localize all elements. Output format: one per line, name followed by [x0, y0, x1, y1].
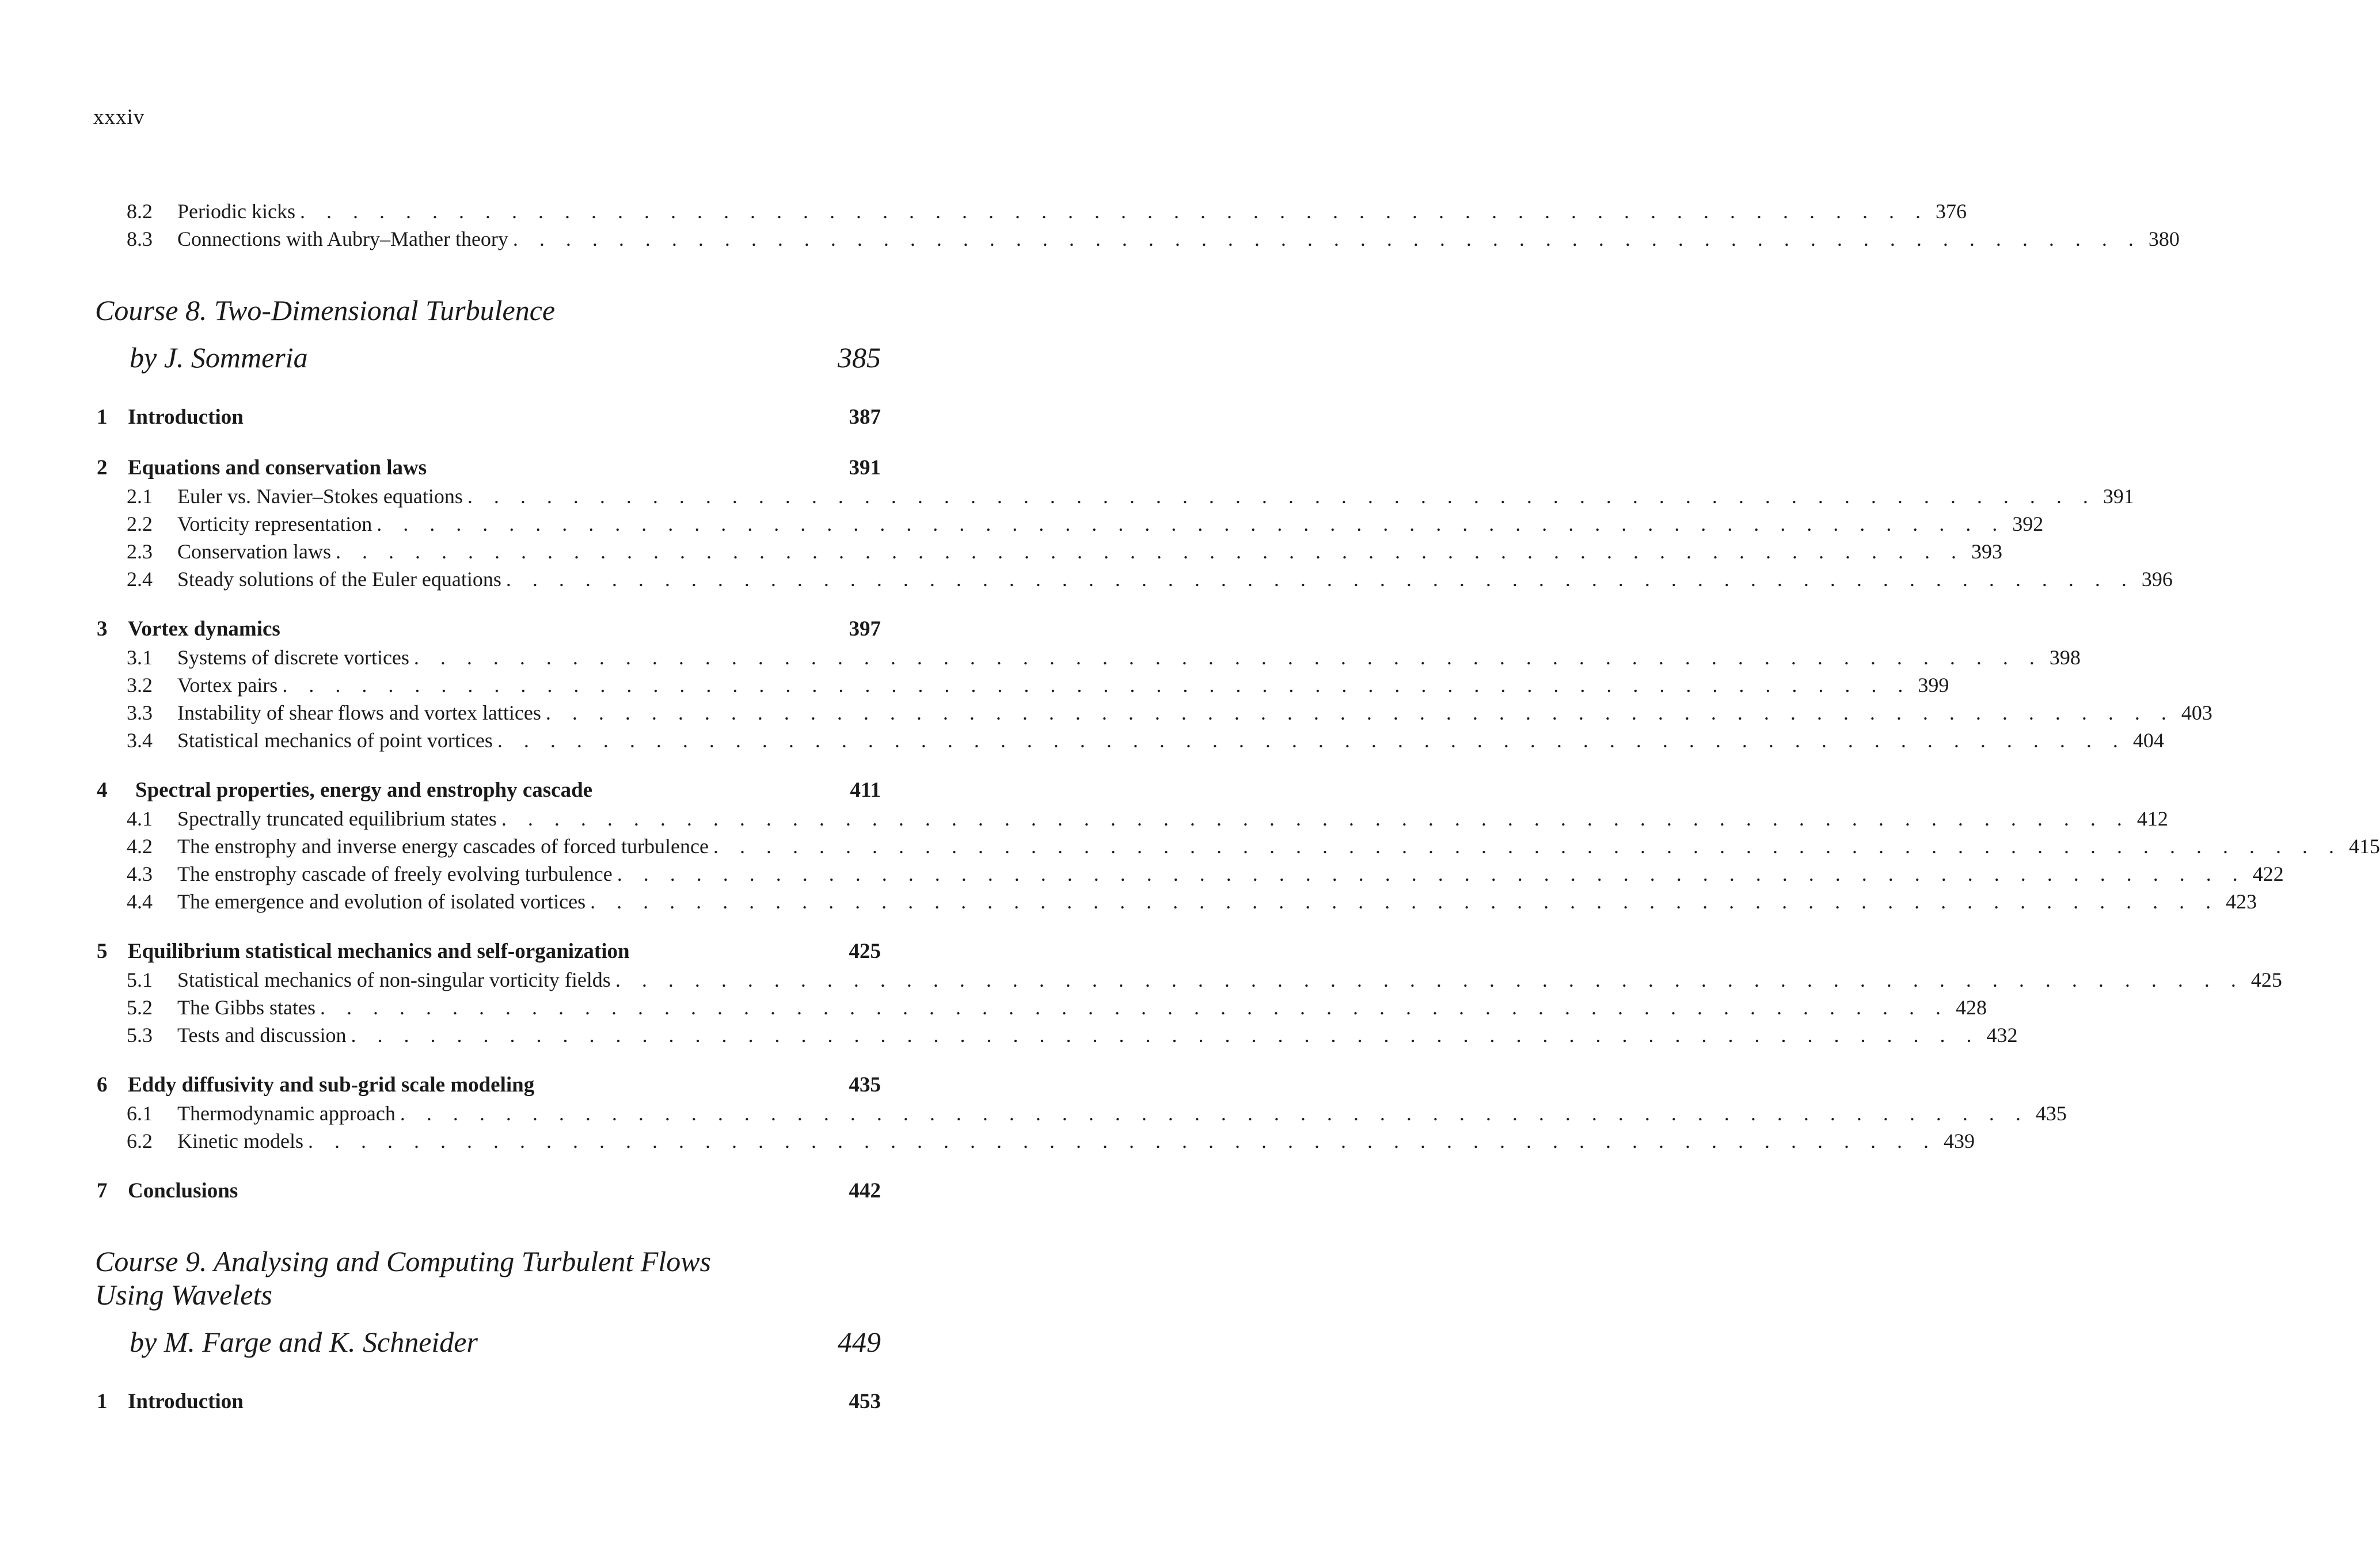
subentry-number: 5.1 — [127, 968, 153, 991]
subentry-page: 404 — [2132, 729, 2164, 752]
toc-section — [92, 403, 881, 432]
subentry-number: 3.4 — [127, 729, 153, 752]
toc-subentry — [127, 727, 2164, 754]
subentry-number: 3.1 — [127, 646, 153, 669]
dot-leader: . . . . . . . . . . . . . . . . . . . . . . . . . . . . . . . . . . . . . . . . . . . . . . . . . . . . . . . . . . . . . . — [617, 862, 2246, 885]
dot-leader: . . . . . . . . . . . . . . . . . . . . . . . . . . . . . . . . . . . . . . . . . . . . . . . . . . . . . . . . . . . . . . — [501, 807, 2130, 830]
dot-leader: . . . . . . . . . . . . . . . . . . . . . . . . . . . . . . . . . . . . . . . . . . . . . . . . . . . . . . . . . . . . . . — [377, 512, 2006, 535]
section-page: 391 — [849, 456, 881, 480]
subentry-page: 435 — [2035, 1102, 2067, 1125]
section-number: 5 — [97, 940, 108, 963]
course9-toc — [92, 1387, 881, 1416]
toc-section-group — [92, 1071, 2067, 1177]
subentry-number: 3.3 — [127, 701, 153, 724]
toc-subentry — [127, 671, 1949, 699]
section-title: Equations and conservation laws — [128, 456, 427, 480]
subentry-page: 423 — [2226, 890, 2257, 913]
dot-leader: . . . . . . . . . . . . . . . . . . . . . . . . . . . . . . . . . . . . . . . . . . . . . . . . . . . . . . . . . . . . . . — [615, 968, 2244, 991]
toc-subentry — [127, 1127, 1975, 1155]
toc-section — [92, 1177, 881, 1205]
dot-leader: . . . . . . . . . . . . . . . . . . . . . . . . . . . . . . . . . . . . . . . . . . . . . . . . . . . . . . . . . . . . . . — [512, 227, 2142, 250]
toc-subentry — [127, 197, 1967, 225]
subentry-page: 398 — [2049, 646, 2081, 669]
subentry-title: Statistical mechanics of point vortices — [177, 729, 493, 752]
subentry-page: 396 — [2141, 568, 2173, 591]
subentry-number: 4.4 — [127, 890, 153, 913]
toc-subentry — [127, 225, 2180, 253]
dot-leader: . . . . . . . . . . . . . . . . . . . . . . . . . . . . . . . . . . . . . . . . . . . . . . . . . . . . . . . . . . . . . . — [413, 646, 2043, 669]
subentry-number: 2.4 — [127, 568, 153, 591]
subentry-title: Periodic kicks — [177, 200, 295, 223]
dot-leader: . . . . . . . . . . . . . . . . . . . . . . . . . . . . . . . . . . . . . . . . . . . . . . . . . . . . . . . . . . . . . . — [335, 540, 1964, 563]
subentry-number: 2.3 — [127, 540, 153, 563]
subentry-title: The emergence and evolution of isolated vortices — [177, 890, 586, 913]
section-page: 425 — [849, 940, 881, 963]
section-title: Eddy diffusivity and sub-grid scale modeling — [128, 1073, 535, 1097]
subentry-page: 391 — [2103, 485, 2134, 508]
subentry-page: 403 — [2181, 701, 2212, 724]
dot-leader: . . . . . . . . . . . . . . . . . . . . . . . . . . . . . . . . . . . . . . . . . . . . . . . . . . . . . . . . . . . . . . — [497, 729, 2126, 752]
subentry-number: 5.2 — [127, 996, 153, 1019]
toc-section-group — [92, 1177, 881, 1205]
subentry-page: 415 — [2348, 835, 2380, 858]
toc-section — [92, 454, 881, 482]
toc-subentry — [127, 994, 1987, 1021]
toc-section-group — [92, 403, 881, 454]
subentry-title: Spectrally truncated equilibrium states — [177, 807, 497, 830]
subentry-number: 4.3 — [127, 862, 153, 885]
toc-subentry — [127, 482, 2134, 510]
subentry-page: 425 — [2250, 968, 2282, 991]
section-page: 397 — [849, 617, 881, 641]
subentry-number: 8.2 — [127, 200, 153, 223]
subentry-title: Euler vs. Navier–Stokes equations — [177, 485, 463, 508]
toc-subentry — [127, 888, 2257, 915]
dot-leader: . . . . . . . . . . . . . . . . . . . . . . . . . . . . . . . . . . . . . . . . . . . . . . . . . . . . . . . . . . . . . . — [307, 1130, 1937, 1153]
dot-leader: . . . . . . . . . . . . . . . . . . . . . . . . . . . . . . . . . . . . . . . . . . . . . . . . . . . . . . . . . . . . . . — [713, 835, 2342, 858]
section-title: Spectral properties, energy and enstrophy cascade — [135, 778, 593, 802]
subentry-number: 6.2 — [127, 1130, 153, 1153]
section-page: 387 — [849, 405, 881, 429]
section-number: 4 — [97, 778, 108, 802]
toc-section — [92, 1387, 881, 1416]
subentry-number: 5.3 — [127, 1024, 153, 1047]
subentry-title: Systems of discrete vortices — [177, 646, 409, 669]
toc-subentry — [127, 860, 2284, 888]
subentry-page: 412 — [2136, 807, 2168, 830]
subentry-page: 432 — [1986, 1024, 2018, 1047]
subentry-number: 2.2 — [127, 512, 153, 535]
section-title: Introduction — [128, 405, 244, 429]
subentry-title: Instability of shear flows and vortex lattices — [177, 701, 541, 724]
section-title: Vortex dynamics — [128, 617, 280, 641]
dot-leader: . . . . . . . . . . . . . . . . . . . . . . . . . . . . . . . . . . . . . . . . . . . . . . . . . . . . . . . . . . . . . . — [351, 1024, 1980, 1047]
subentry-page: 393 — [1971, 540, 2002, 563]
subentry-title: Conservation laws — [177, 540, 331, 563]
subentry-title: The enstrophy and inverse energy cascades of forced turbulence — [177, 835, 709, 858]
section-page: 411 — [850, 778, 881, 802]
toc-subentry — [127, 565, 2173, 593]
course8-page: 385 — [838, 341, 881, 374]
dot-leader: . . . . . . . . . . . . . . . . . . . . . . . . . . . . . . . . . . . . . . . . . . . . . . . . . . . . . . . . . . . . . . — [320, 996, 1949, 1019]
toc-subentry — [127, 1021, 2018, 1049]
toc-section — [92, 776, 881, 805]
course9-title-line1: Course 9. Analysing and Computing Turbulent Flows — [95, 1245, 711, 1277]
section-page: 453 — [849, 1390, 881, 1413]
toc-section-group — [92, 937, 2282, 1071]
section-number: 1 — [97, 405, 108, 429]
subentry-title: Tests and discussion — [177, 1024, 347, 1047]
toc-subentry — [127, 510, 2044, 538]
subentry-page: 428 — [1955, 996, 1987, 1019]
section-number: 1 — [97, 1390, 108, 1413]
section-page: 435 — [849, 1073, 881, 1097]
subentry-title: The enstrophy cascade of freely evolving turbulence — [177, 862, 613, 885]
subentry-title: Kinetic models — [177, 1130, 303, 1153]
toc-subentry — [127, 805, 2168, 832]
subentry-title: The Gibbs states — [177, 996, 315, 1019]
page-number: xxxiv — [93, 105, 145, 129]
subentry-page: 376 — [1935, 200, 1967, 223]
subentry-title: Connections with Aubry–Mather theory — [177, 227, 508, 250]
subentry-number: 3.2 — [127, 674, 153, 697]
toc-subentry — [127, 644, 2081, 671]
section-title: Introduction — [128, 1390, 244, 1413]
subentry-title: Statistical mechanics of non-singular vorticity fields — [177, 968, 611, 991]
section-number: 7 — [97, 1179, 108, 1203]
course8-toc — [92, 403, 2380, 1205]
course8-author-line — [130, 341, 881, 374]
subentry-title: Thermodynamic approach — [177, 1102, 396, 1125]
toc-section — [92, 615, 881, 644]
course9-page: 449 — [838, 1326, 881, 1358]
subentry-page: 392 — [2012, 512, 2044, 535]
course8-title: Course 8. Two-Dimensional Turbulence — [95, 294, 556, 326]
toc-section-group — [92, 776, 2380, 937]
course8-author: by J. Sommeria — [130, 341, 308, 374]
subentry-number: 8.3 — [127, 227, 153, 250]
section-number: 6 — [97, 1073, 108, 1097]
toc-section — [92, 937, 881, 966]
course9-author-line — [130, 1325, 881, 1359]
toc-subentry — [127, 538, 2002, 565]
dot-leader: . . . . . . . . . . . . . . . . . . . . . . . . . . . . . . . . . . . . . . . . . . . . . . . . . . . . . . . . . . . . . . — [299, 200, 1929, 223]
subentry-page: 399 — [1918, 674, 1949, 697]
dot-leader: . . . . . . . . . . . . . . . . . . . . . . . . . . . . . . . . . . . . . . . . . . . . . . . . . . . . . . . . . . . . . . — [400, 1102, 2029, 1125]
dot-leader: . . . . . . . . . . . . . . . . . . . . . . . . . . . . . . . . . . . . . . . . . . . . . . . . . . . . . . . . . . . . . . — [282, 674, 1911, 697]
section-title: Equilibrium statistical mechanics and self-organization — [128, 940, 630, 963]
subentry-page: 380 — [2148, 227, 2180, 250]
toc-subentry — [127, 1100, 2067, 1127]
dot-leader: . . . . . . . . . . . . . . . . . . . . . . . . . . . . . . . . . . . . . . . . . . . . . . . . . . . . . . . . . . . . . . — [590, 890, 2219, 913]
course9-author: by M. Farge and K. Schneider — [130, 1326, 478, 1358]
dot-leader: . . . . . . . . . . . . . . . . . . . . . . . . . . . . . . . . . . . . . . . . . . . . . . . . . . . . . . . . . . . . . . — [467, 485, 2096, 508]
subentry-title: Vortex pairs — [177, 674, 278, 697]
toc-subentry — [127, 966, 2282, 994]
subentry-number: 6.1 — [127, 1102, 153, 1125]
toc-subentry — [127, 699, 2212, 727]
section-page: 442 — [849, 1179, 881, 1203]
section-title: Conclusions — [128, 1179, 238, 1203]
toc-section-group — [92, 615, 2212, 776]
dot-leader: . . . . . . . . . . . . . . . . . . . . . . . . . . . . . . . . . . . . . . . . . . . . . . . . . . . . . . . . . . . . . . — [505, 568, 2135, 591]
subentry-number: 4.1 — [127, 807, 153, 830]
section-number: 3 — [97, 617, 108, 641]
section-number: 2 — [97, 456, 108, 480]
subentry-page: 439 — [1943, 1130, 1975, 1153]
toc-section — [92, 1071, 881, 1100]
subentry-number: 4.2 — [127, 835, 153, 858]
subentry-title: Vorticity representation — [177, 512, 372, 535]
toc-carryover — [92, 197, 2180, 253]
subentry-page: 422 — [2252, 862, 2284, 885]
dot-leader: . . . . . . . . . . . . . . . . . . . . . . . . . . . . . . . . . . . . . . . . . . . . . . . . . . . . . . . . . . . . . . — [545, 701, 2174, 724]
subentry-title: Steady solutions of the Euler equations — [177, 568, 501, 591]
toc-subentry — [127, 832, 2380, 860]
course9-title-line2: Using Wavelets — [95, 1279, 272, 1311]
subentry-number: 2.1 — [127, 485, 153, 508]
toc-section-group — [92, 454, 2173, 615]
